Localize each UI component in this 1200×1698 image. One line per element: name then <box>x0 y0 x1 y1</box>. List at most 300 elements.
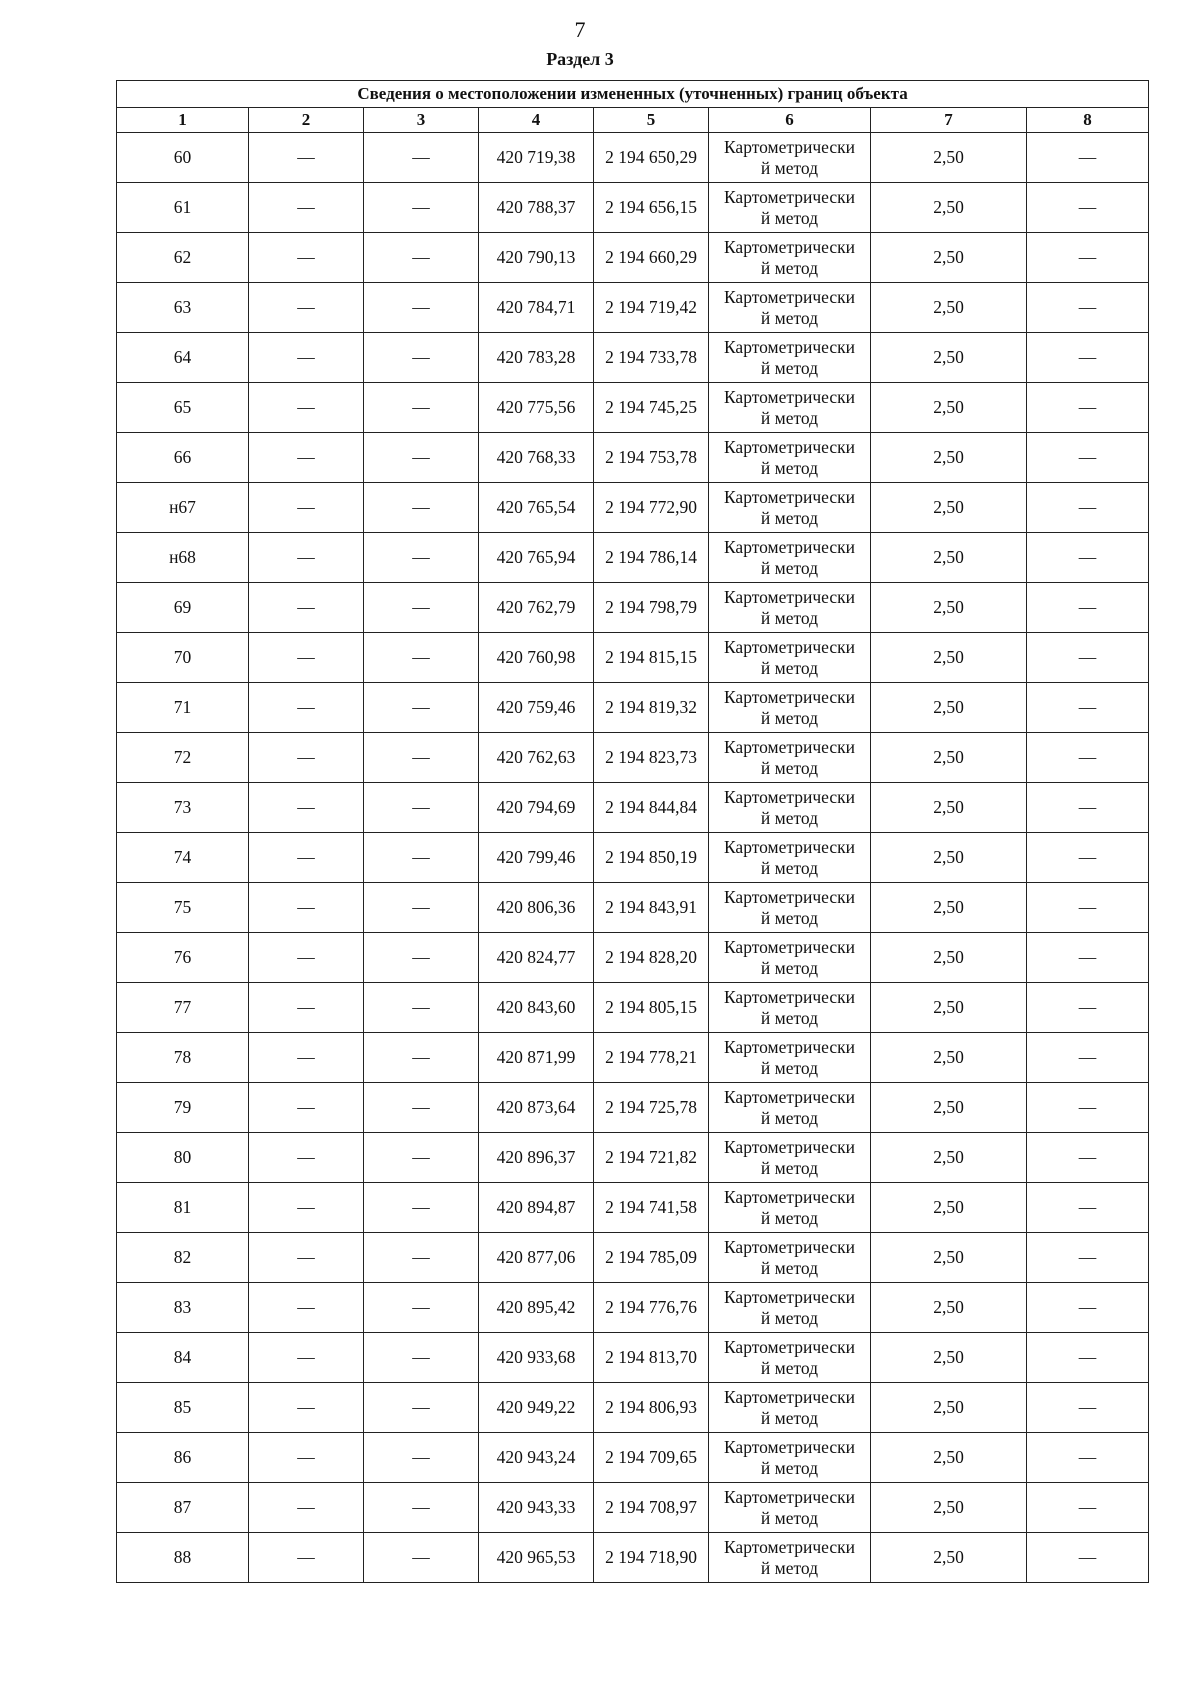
x-coordinate-cell: 420 784,71 <box>479 283 594 333</box>
x-coordinate-cell: 420 824,77 <box>479 933 594 983</box>
accuracy-cell: 2,50 <box>871 1533 1027 1583</box>
accuracy-cell: 2,50 <box>871 683 1027 733</box>
col2-cell: — <box>249 733 364 783</box>
column-number-1: 1 <box>117 108 249 133</box>
col3-cell: — <box>364 1483 479 1533</box>
method-line: й метод <box>760 307 819 328</box>
x-coordinate-cell: 420 783,28 <box>479 333 594 383</box>
col8-cell: — <box>1027 233 1149 283</box>
method-cell <box>709 133 871 183</box>
table-row <box>117 183 1149 233</box>
column-number-7: 7 <box>871 108 1027 133</box>
method-line: й метод <box>760 657 819 678</box>
method-line: Картометрически <box>723 286 856 307</box>
accuracy-cell: 2,50 <box>871 733 1027 783</box>
method-cell <box>709 233 871 283</box>
col3-cell: — <box>364 833 479 883</box>
point-number-cell: 73 <box>117 783 249 833</box>
x-coordinate-cell: 420 943,33 <box>479 1483 594 1533</box>
point-number-cell: 63 <box>117 283 249 333</box>
y-coordinate-cell: 2 194 813,70 <box>594 1333 709 1383</box>
method-line: й метод <box>760 1057 819 1078</box>
col2-cell: — <box>249 1433 364 1483</box>
method-cell <box>709 783 871 833</box>
method-line: Картометрически <box>723 1186 856 1207</box>
method-line: й метод <box>760 357 819 378</box>
method-line: Картометрически <box>723 686 856 707</box>
method-line: Картометрически <box>723 236 856 257</box>
col2-cell: — <box>249 483 364 533</box>
method-line: Картометрически <box>723 1286 856 1307</box>
accuracy-cell: 2,50 <box>871 933 1027 983</box>
method-cell <box>709 833 871 883</box>
accuracy-cell: 2,50 <box>871 383 1027 433</box>
col3-cell: — <box>364 283 479 333</box>
method-line: Картометрически <box>723 636 856 657</box>
method-line: й метод <box>760 1357 819 1378</box>
col2-cell: — <box>249 1533 364 1583</box>
x-coordinate-cell: 420 719,38 <box>479 133 594 183</box>
y-coordinate-cell: 2 194 656,15 <box>594 183 709 233</box>
col2-cell: — <box>249 683 364 733</box>
method-line: Картометрически <box>723 536 856 557</box>
y-coordinate-cell: 2 194 721,82 <box>594 1133 709 1183</box>
accuracy-cell: 2,50 <box>871 833 1027 883</box>
col3-cell: — <box>364 133 479 183</box>
table-row <box>117 1333 1149 1383</box>
y-coordinate-cell: 2 194 786,14 <box>594 533 709 583</box>
method-line: й метод <box>760 457 819 478</box>
method-cell <box>709 733 871 783</box>
y-coordinate-cell: 2 194 741,58 <box>594 1183 709 1233</box>
method-cell <box>709 483 871 533</box>
method-cell <box>709 1083 871 1133</box>
point-number-cell: 77 <box>117 983 249 1033</box>
boundary-coordinates-table <box>116 80 1149 1583</box>
accuracy-cell: 2,50 <box>871 333 1027 383</box>
point-number-cell: 82 <box>117 1233 249 1283</box>
column-number-5: 5 <box>594 108 709 133</box>
table-row <box>117 1433 1149 1483</box>
y-coordinate-cell: 2 194 828,20 <box>594 933 709 983</box>
table-row <box>117 1233 1149 1283</box>
x-coordinate-cell: 420 762,79 <box>479 583 594 633</box>
method-line: й метод <box>760 1407 819 1428</box>
x-coordinate-cell: 420 806,36 <box>479 883 594 933</box>
method-line: й метод <box>760 1507 819 1528</box>
x-coordinate-cell: 420 768,33 <box>479 433 594 483</box>
col8-cell: — <box>1027 133 1149 183</box>
method-cell <box>709 1533 871 1583</box>
y-coordinate-cell: 2 194 772,90 <box>594 483 709 533</box>
x-coordinate-cell: 420 765,54 <box>479 483 594 533</box>
table-row <box>117 1183 1149 1233</box>
x-coordinate-cell: 420 895,42 <box>479 1283 594 1333</box>
method-cell <box>709 433 871 483</box>
y-coordinate-cell: 2 194 745,25 <box>594 383 709 433</box>
col2-cell: — <box>249 1183 364 1233</box>
col8-cell: — <box>1027 283 1149 333</box>
column-number-3: 3 <box>364 108 479 133</box>
accuracy-cell: 2,50 <box>871 433 1027 483</box>
method-line: й метод <box>760 1007 819 1028</box>
accuracy-cell: 2,50 <box>871 1283 1027 1333</box>
x-coordinate-cell: 420 790,13 <box>479 233 594 283</box>
x-coordinate-cell: 420 762,63 <box>479 733 594 783</box>
x-coordinate-cell: 420 894,87 <box>479 1183 594 1233</box>
col8-cell: — <box>1027 1333 1149 1383</box>
col2-cell: — <box>249 533 364 583</box>
table-row <box>117 683 1149 733</box>
col8-cell: — <box>1027 1283 1149 1333</box>
method-line: й метод <box>760 907 819 928</box>
accuracy-cell: 2,50 <box>871 883 1027 933</box>
method-line: й метод <box>760 707 819 728</box>
point-number-cell: 84 <box>117 1333 249 1383</box>
method-cell <box>709 583 871 633</box>
accuracy-cell: 2,50 <box>871 983 1027 1033</box>
col2-cell: — <box>249 1233 364 1283</box>
accuracy-cell: 2,50 <box>871 1083 1027 1133</box>
col2-cell: — <box>249 983 364 1033</box>
method-line: й метод <box>760 1307 819 1328</box>
col2-cell: — <box>249 933 364 983</box>
method-line: Картометрически <box>723 1486 856 1507</box>
y-coordinate-cell: 2 194 798,79 <box>594 583 709 633</box>
col8-cell: — <box>1027 833 1149 883</box>
point-number-cell: 62 <box>117 233 249 283</box>
col8-cell: — <box>1027 383 1149 433</box>
col8-cell: — <box>1027 1233 1149 1283</box>
method-line: й метод <box>760 757 819 778</box>
method-line: Картометрически <box>723 436 856 457</box>
table-row <box>117 1133 1149 1183</box>
table-row <box>117 483 1149 533</box>
table-row <box>117 983 1149 1033</box>
col8-cell: — <box>1027 433 1149 483</box>
accuracy-cell: 2,50 <box>871 1383 1027 1433</box>
accuracy-cell: 2,50 <box>871 1133 1027 1183</box>
col3-cell: — <box>364 1283 479 1333</box>
col3-cell: — <box>364 683 479 733</box>
point-number-cell: 88 <box>117 1533 249 1583</box>
method-line: й метод <box>760 507 819 528</box>
point-number-cell: н68 <box>117 533 249 583</box>
method-line: Картометрически <box>723 936 856 957</box>
method-line: й метод <box>760 1207 819 1228</box>
point-number-cell: 85 <box>117 1383 249 1433</box>
col3-cell: — <box>364 433 479 483</box>
col2-cell: — <box>249 1383 364 1433</box>
point-number-cell: 69 <box>117 583 249 633</box>
accuracy-cell: 2,50 <box>871 233 1027 283</box>
method-line: Картометрически <box>723 786 856 807</box>
point-number-cell: 81 <box>117 1183 249 1233</box>
y-coordinate-cell: 2 194 844,84 <box>594 783 709 833</box>
y-coordinate-cell: 2 194 725,78 <box>594 1083 709 1133</box>
accuracy-cell: 2,50 <box>871 533 1027 583</box>
method-line: Картометрически <box>723 1436 856 1457</box>
col8-cell: — <box>1027 533 1149 583</box>
method-line: й метод <box>760 1457 819 1478</box>
y-coordinate-cell: 2 194 709,65 <box>594 1433 709 1483</box>
col2-cell: — <box>249 283 364 333</box>
point-number-cell: 86 <box>117 1433 249 1483</box>
col2-cell: — <box>249 1033 364 1083</box>
col3-cell: — <box>364 383 479 433</box>
x-coordinate-cell: 420 943,24 <box>479 1433 594 1483</box>
table-row <box>117 1083 1149 1133</box>
col8-cell: — <box>1027 1433 1149 1483</box>
col2-cell: — <box>249 783 364 833</box>
y-coordinate-cell: 2 194 815,15 <box>594 633 709 683</box>
x-coordinate-cell: 420 765,94 <box>479 533 594 583</box>
method-line: й метод <box>760 1257 819 1278</box>
section-title: Раздел 3 <box>546 49 614 69</box>
col2-cell: — <box>249 1133 364 1183</box>
col8-cell: — <box>1027 1533 1149 1583</box>
point-number-cell: 65 <box>117 383 249 433</box>
table-row <box>117 283 1149 333</box>
method-line: й метод <box>760 407 819 428</box>
col2-cell: — <box>249 883 364 933</box>
method-line: Картометрически <box>723 1536 856 1557</box>
method-cell <box>709 283 871 333</box>
col2-cell: — <box>249 1283 364 1333</box>
page-number: 7 <box>574 17 586 42</box>
table-row <box>117 1533 1149 1583</box>
method-cell <box>709 183 871 233</box>
method-line: й метод <box>760 1557 819 1578</box>
x-coordinate-cell: 420 871,99 <box>479 1033 594 1083</box>
table-row <box>117 883 1149 933</box>
col3-cell: — <box>364 633 479 683</box>
y-coordinate-cell: 2 194 785,09 <box>594 1233 709 1283</box>
method-line: Картометрически <box>723 836 856 857</box>
method-line: Картометрически <box>723 336 856 357</box>
col3-cell: — <box>364 1233 479 1283</box>
col8-cell: — <box>1027 583 1149 633</box>
method-line: Картометрически <box>723 986 856 1007</box>
method-line: Картометрически <box>723 886 856 907</box>
y-coordinate-cell: 2 194 708,97 <box>594 1483 709 1533</box>
method-cell <box>709 1333 871 1383</box>
col3-cell: — <box>364 333 479 383</box>
method-cell <box>709 1433 871 1483</box>
point-number-cell: 72 <box>117 733 249 783</box>
y-coordinate-cell: 2 194 650,29 <box>594 133 709 183</box>
method-line: й метод <box>760 807 819 828</box>
col2-cell: — <box>249 1333 364 1383</box>
table-row <box>117 233 1149 283</box>
method-line: Картометрически <box>723 1136 856 1157</box>
col3-cell: — <box>364 183 479 233</box>
col8-cell: — <box>1027 1033 1149 1083</box>
x-coordinate-cell: 420 799,46 <box>479 833 594 883</box>
col3-cell: — <box>364 1333 479 1383</box>
accuracy-cell: 2,50 <box>871 1483 1027 1533</box>
point-number-cell: 64 <box>117 333 249 383</box>
x-coordinate-cell: 420 775,56 <box>479 383 594 433</box>
table-row <box>117 433 1149 483</box>
method-line: й метод <box>760 607 819 628</box>
col8-cell: — <box>1027 633 1149 683</box>
table-row <box>117 1033 1149 1083</box>
point-number-cell: 83 <box>117 1283 249 1333</box>
y-coordinate-cell: 2 194 660,29 <box>594 233 709 283</box>
accuracy-cell: 2,50 <box>871 783 1027 833</box>
point-number-cell: 75 <box>117 883 249 933</box>
y-coordinate-cell: 2 194 823,73 <box>594 733 709 783</box>
col2-cell: — <box>249 833 364 883</box>
table-row <box>117 633 1149 683</box>
column-number-8: 8 <box>1027 108 1149 133</box>
method-line: Картометрически <box>723 1386 856 1407</box>
method-line: Картометрически <box>723 386 856 407</box>
col3-cell: — <box>364 1133 479 1183</box>
y-coordinate-cell: 2 194 718,90 <box>594 1533 709 1583</box>
x-coordinate-cell: 420 896,37 <box>479 1133 594 1183</box>
col2-cell: — <box>249 633 364 683</box>
method-cell <box>709 1033 871 1083</box>
method-cell <box>709 1183 871 1233</box>
accuracy-cell: 2,50 <box>871 583 1027 633</box>
method-cell <box>709 1133 871 1183</box>
point-number-cell: 71 <box>117 683 249 733</box>
point-number-cell: 78 <box>117 1033 249 1083</box>
x-coordinate-cell: 420 788,37 <box>479 183 594 233</box>
y-coordinate-cell: 2 194 719,42 <box>594 283 709 333</box>
table-row <box>117 733 1149 783</box>
col2-cell: — <box>249 433 364 483</box>
accuracy-cell: 2,50 <box>871 133 1027 183</box>
col8-cell: — <box>1027 1183 1149 1233</box>
col2-cell: — <box>249 583 364 633</box>
accuracy-cell: 2,50 <box>871 633 1027 683</box>
x-coordinate-cell: 420 759,46 <box>479 683 594 733</box>
method-line: й метод <box>760 157 819 178</box>
point-number-cell: 61 <box>117 183 249 233</box>
col8-cell: — <box>1027 783 1149 833</box>
point-number-cell: 66 <box>117 433 249 483</box>
table-row <box>117 783 1149 833</box>
method-line: Картометрически <box>723 736 856 757</box>
accuracy-cell: 2,50 <box>871 1233 1027 1283</box>
col8-cell: — <box>1027 1083 1149 1133</box>
col3-cell: — <box>364 1033 479 1083</box>
accuracy-cell: 2,50 <box>871 1433 1027 1483</box>
y-coordinate-cell: 2 194 819,32 <box>594 683 709 733</box>
point-number-cell: 87 <box>117 1483 249 1533</box>
point-number-cell: 80 <box>117 1133 249 1183</box>
point-number-cell: 74 <box>117 833 249 883</box>
method-line: Картометрически <box>723 1086 856 1107</box>
method-line: Картометрически <box>723 1336 856 1357</box>
method-line: Картометрически <box>723 486 856 507</box>
col3-cell: — <box>364 1433 479 1483</box>
point-number-cell: 76 <box>117 933 249 983</box>
accuracy-cell: 2,50 <box>871 1033 1027 1083</box>
col3-cell: — <box>364 233 479 283</box>
method-cell <box>709 1233 871 1283</box>
method-line: Картометрически <box>723 1236 856 1257</box>
col3-cell: — <box>364 1533 479 1583</box>
col2-cell: — <box>249 383 364 433</box>
method-line: й метод <box>760 207 819 228</box>
method-line: й метод <box>760 1107 819 1128</box>
col2-cell: — <box>249 233 364 283</box>
y-coordinate-cell: 2 194 805,15 <box>594 983 709 1033</box>
method-line: й метод <box>760 857 819 878</box>
col3-cell: — <box>364 1083 479 1133</box>
y-coordinate-cell: 2 194 850,19 <box>594 833 709 883</box>
method-line: Картометрически <box>723 1036 856 1057</box>
accuracy-cell: 2,50 <box>871 483 1027 533</box>
col2-cell: — <box>249 1083 364 1133</box>
col8-cell: — <box>1027 1133 1149 1183</box>
method-line: й метод <box>760 557 819 578</box>
col2-cell: — <box>249 1483 364 1533</box>
col2-cell: — <box>249 333 364 383</box>
col2-cell: — <box>249 183 364 233</box>
col3-cell: — <box>364 483 479 533</box>
method-cell <box>709 383 871 433</box>
y-coordinate-cell: 2 194 843,91 <box>594 883 709 933</box>
method-line: й метод <box>760 957 819 978</box>
x-coordinate-cell: 420 843,60 <box>479 983 594 1033</box>
table-body <box>117 133 1149 1583</box>
column-number-6: 6 <box>709 108 871 133</box>
accuracy-cell: 2,50 <box>871 1183 1027 1233</box>
method-line: Картометрически <box>723 136 856 157</box>
method-cell <box>709 883 871 933</box>
x-coordinate-cell: 420 933,68 <box>479 1333 594 1383</box>
method-cell <box>709 1283 871 1333</box>
col8-cell: — <box>1027 733 1149 783</box>
col8-cell: — <box>1027 333 1149 383</box>
col3-cell: — <box>364 733 479 783</box>
method-cell <box>709 933 871 983</box>
table-row <box>117 1283 1149 1333</box>
table-row <box>117 533 1149 583</box>
y-coordinate-cell: 2 194 753,78 <box>594 433 709 483</box>
col8-cell: — <box>1027 1383 1149 1433</box>
x-coordinate-cell: 420 949,22 <box>479 1383 594 1433</box>
table-row <box>117 933 1149 983</box>
method-cell <box>709 1483 871 1533</box>
method-cell <box>709 333 871 383</box>
col3-cell: — <box>364 533 479 583</box>
y-coordinate-cell: 2 194 806,93 <box>594 1383 709 1433</box>
col3-cell: — <box>364 933 479 983</box>
method-line: й метод <box>760 257 819 278</box>
method-line: Картометрически <box>723 586 856 607</box>
column-number-2: 2 <box>249 108 364 133</box>
col8-cell: — <box>1027 883 1149 933</box>
table-caption: Сведения о местоположении измененных (уточненных) границ объекта <box>117 81 1149 108</box>
col8-cell: — <box>1027 183 1149 233</box>
col3-cell: — <box>364 1183 479 1233</box>
method-cell <box>709 683 871 733</box>
col8-cell: — <box>1027 683 1149 733</box>
col8-cell: — <box>1027 483 1149 533</box>
x-coordinate-cell: 420 794,69 <box>479 783 594 833</box>
column-number-row <box>117 108 1149 133</box>
y-coordinate-cell: 2 194 733,78 <box>594 333 709 383</box>
col3-cell: — <box>364 583 479 633</box>
col8-cell: — <box>1027 1483 1149 1533</box>
point-number-cell: 70 <box>117 633 249 683</box>
